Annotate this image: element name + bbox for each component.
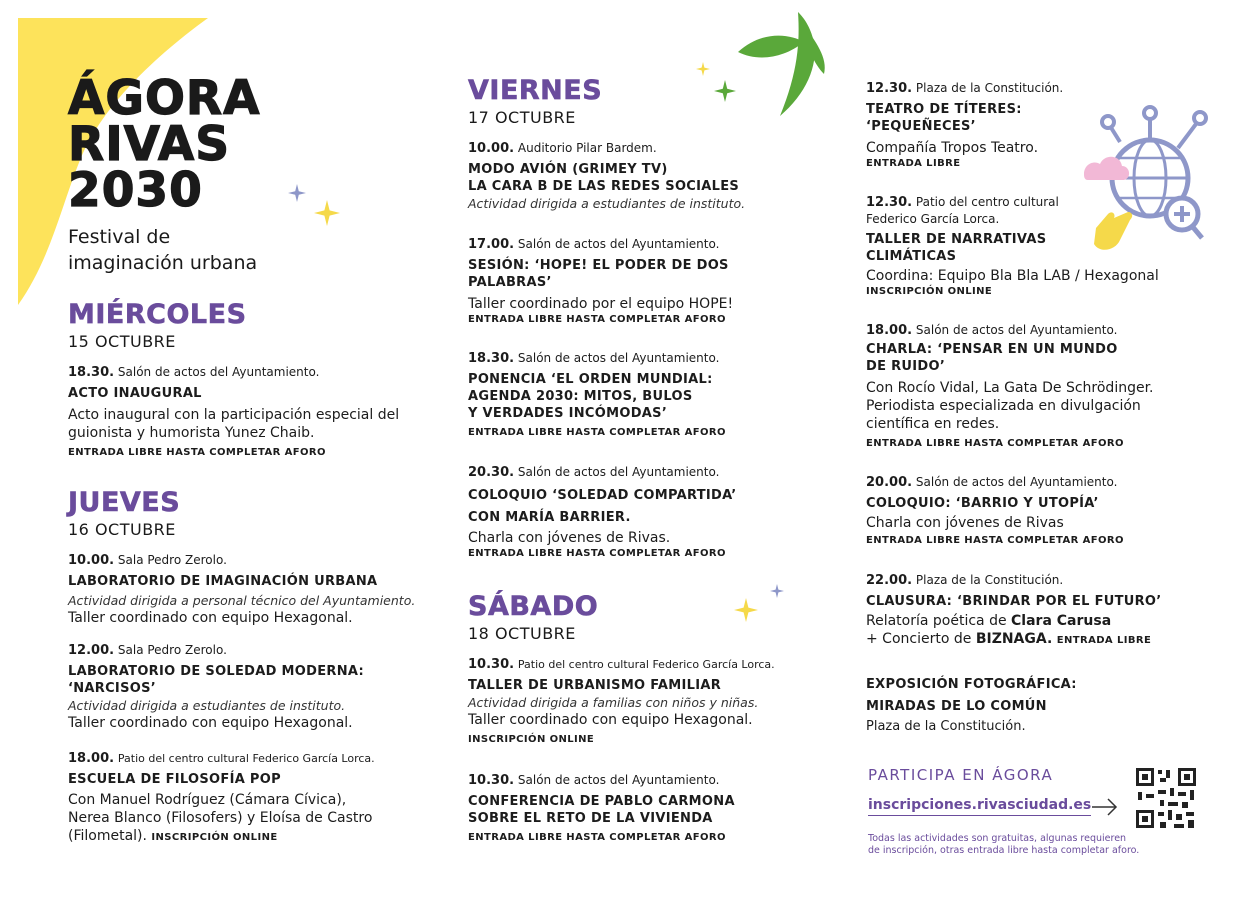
day-miercoles: MIÉRCOLES xyxy=(68,299,247,330)
festival-title xyxy=(68,71,261,218)
arrow-right-icon xyxy=(1090,796,1120,818)
event-conferencia-carmona: 10.30. Salón de actos del Ayuntamiento. CONFERENCIA DE PABLO CARMONA SOBRE EL RETO DE LA VIVIENDA ENTRADA LIBRE HASTA COMPLETAR AFORO xyxy=(468,773,735,843)
title-line-1: ÁGORA xyxy=(68,71,261,126)
participa-heading: PARTICIPA EN ÁGORA xyxy=(868,766,1054,784)
leaves-icon xyxy=(732,12,828,120)
expo-fotografica: EXPOSICIÓN FOTOGRÁFICA: MIRADAS DE LO COMÚN Plaza de la Constitución. xyxy=(866,677,1077,734)
date-miercoles: 15 OCTUBRE xyxy=(68,332,176,351)
sparkle-icon xyxy=(770,584,784,598)
sparkle-icon xyxy=(734,598,758,622)
event-taller-narrativas: 12.30. Patio del centro cultural Federico García Lorca. TALLER DE NARRATIVAS CLIMÁTICAS Coordina: Equipo Bla Bla LAB / Hexagonal INSCRIPCIÓN ONLINE xyxy=(866,195,1159,297)
day-sabado: SÁBADO xyxy=(468,591,599,622)
event-coloquio-soledad: 20.30. Salón de actos del Ayuntamiento. COLOQUIO ‘SOLEDAD COMPARTIDA’ CON MARÍA BARRIER. Charla con jóvenes de Rivas. ENTRADA LIBRE HASTA COMPLETAR AFORO xyxy=(468,465,737,559)
date-jueves: 16 OCTUBRE xyxy=(68,520,176,539)
event-sesion-hope: 17.00. Salón de actos del Ayuntamiento. SESIÓN: ‘HOPE! EL PODER DE DOS PALABRAS’ Taller coordinado por el equipo HOPE! ENTRADA LIBRE HASTA COMPLETAR AFORO xyxy=(468,237,734,325)
day-jueves: JUEVES xyxy=(68,487,181,518)
footer-note: Todas las actividades son gratuitas, algunas requieren de inscripción, otras entrada libre hasta completar aforo. xyxy=(868,833,1140,856)
event-clausura: 22.00. Plaza de la Constitución. CLAUSURA: ‘BRINDAR POR EL FUTURO’ Relatoría poética de Clara Carusa + Concierto de BIZNAGA. ENTRADA LIBRE xyxy=(866,573,1162,647)
title-line-3: 2030 xyxy=(68,163,203,218)
sparkle-icon xyxy=(696,62,710,76)
date-viernes: 17 OCTUBRE xyxy=(468,108,576,127)
festival-subtitle xyxy=(68,224,257,276)
day-viernes: VIERNES xyxy=(468,75,603,106)
event-ponencia-orden-mundial: 18.30. Salón de actos del Ayuntamiento. PONENCIA ‘EL ORDEN MUNDIAL: AGENDA 2030: MITOS, BULOS Y VERDADES INCÓMODAS’ ENTRADA LIBRE HASTA COMPLETAR AFORO xyxy=(468,351,726,438)
subtitle-line-2: imaginación urbana xyxy=(68,252,258,274)
event-coloquio-barrio: 20.00. Salón de actos del Ayuntamiento. COLOQUIO: ‘BARRIO Y UTOPÍA’ Charla con jóvenes de Rivas ENTRADA LIBRE HASTA COMPLETAR AFORO xyxy=(866,475,1124,546)
event-charla-ruido: 18.00. Salón de actos del Ayuntamiento. CHARLA: ‘PENSAR EN UN MUNDO DE RUIDO’ Con Rocío Vidal, La Gata De Schrödinger. Periodista especializada en divulgación científica en redes. ENTRADA LIBRE HASTA COMPLETAR AFORO xyxy=(866,323,1154,449)
event-teatro-titeres: 12.30. Plaza de la Constitución. TEATRO DE TÍTERES: ‘PEQUEÑECES’ Compañía Tropos Teatro. ENTRADA LIBRE xyxy=(866,81,1064,169)
sparkle-icon xyxy=(288,184,306,202)
event-acto-inaugural: 18.30. Salón de actos del Ayuntamiento. ACTO INAUGURAL Acto inaugural con la participación especial del guionista y humorista Yunez Chaib. ENTRADA LIBRE HASTA COMPLETAR AFORO xyxy=(68,365,400,458)
title-line-2: RIVAS xyxy=(68,117,231,172)
event-modo-avion: 10.00. Auditorio Pilar Bardem. MODO AVIÓN (GRIMEY TV) LA CARA B DE LAS REDES SOCIALES Actividad dirigida a estudiantes de instituto. xyxy=(468,141,746,211)
event-laboratorio-soledad: 12.00. Sala Pedro Zerolo. LABORATORIO DE SOLEDAD MODERNA: ‘NARCISOS’ Actividad dirigida a estudiantes de instituto. Taller coordinado con equipo Hexagonal. xyxy=(68,643,365,731)
inscripciones-link[interactable]: inscripciones.rivasciudad.es xyxy=(868,797,1091,816)
subtitle-line-1: Festival de xyxy=(68,226,171,248)
event-taller-urbanismo: 10.30. Patio del centro cultural Federico García Lorca. TALLER DE URBANISMO FAMILIAR Actividad dirigida a familias con niños y niñas. Taller coordinado con equipo Hexagonal. INSCRIPCIÓN ONLINE xyxy=(468,657,775,745)
qr-code-icon[interactable] xyxy=(1134,766,1198,830)
date-sabado: 18 OCTUBRE xyxy=(468,624,576,643)
sparkle-icon xyxy=(314,200,340,226)
event-escuela-filosofia: 18.00. Patio del centro cultural Federico García Lorca. ESCUELA DE FILOSOFÍA POP Con Manuel Rodríguez (Cámara Cívica), Nerea Blanco (Filosofers) y Eloísa de Castro (Filometal). INSCRIPCIÓN ONLINE xyxy=(68,751,375,844)
event-laboratorio-imaginacion: 10.00. Sala Pedro Zerolo. LABORATORIO DE IMAGINACIÓN URBANA Actividad dirigida a personal técnico del Ayuntamiento. Taller coordinado con equipo Hexagonal. xyxy=(68,553,416,626)
